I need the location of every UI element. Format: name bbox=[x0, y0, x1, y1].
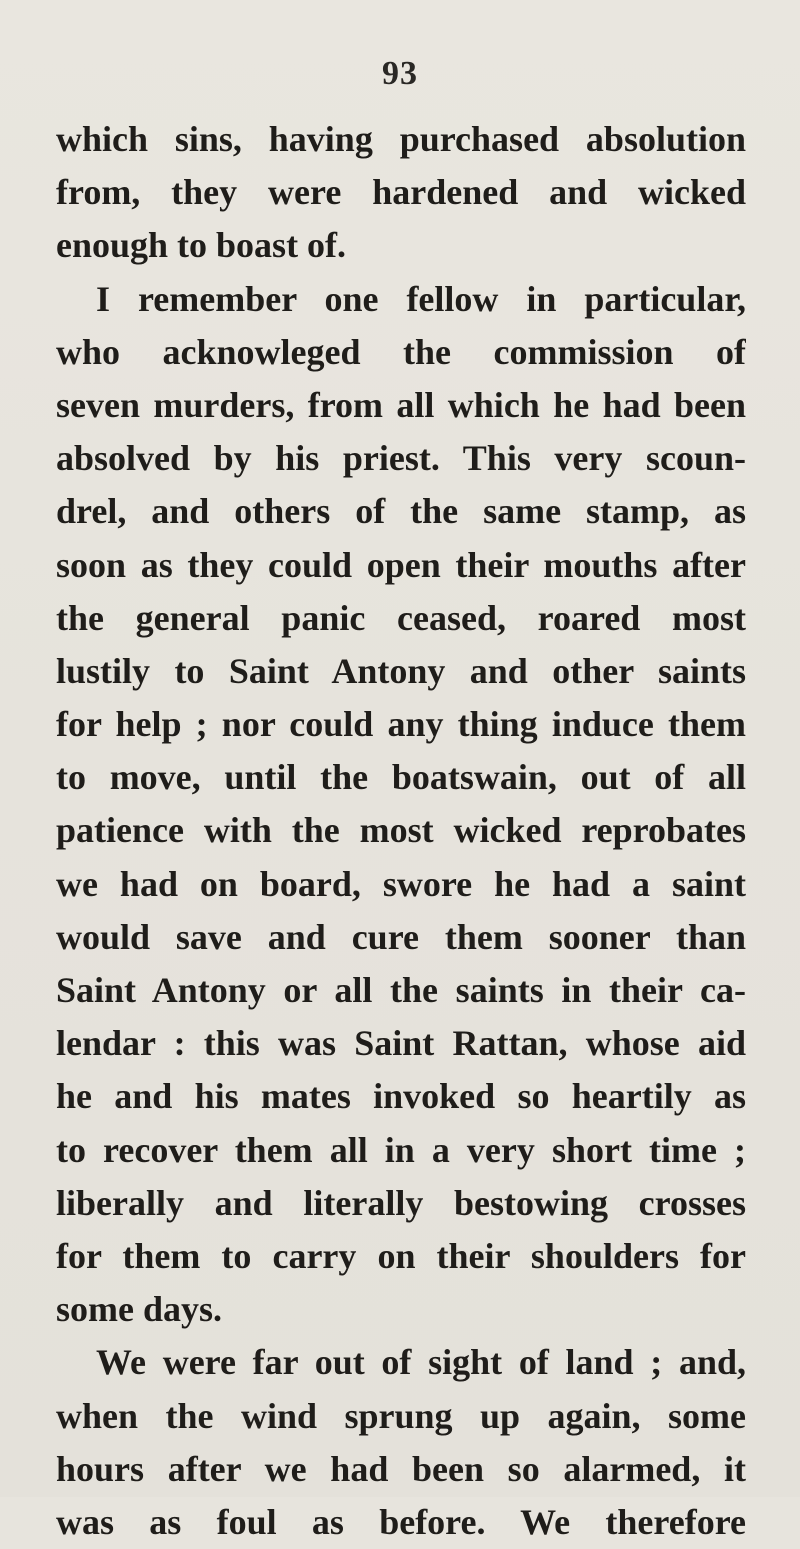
text-line: would save and cure them sooner than bbox=[56, 916, 746, 957]
text-line: lustily to Saint Antony and other saints bbox=[56, 650, 746, 691]
text-line: seven murders, from all which he had been bbox=[56, 384, 746, 425]
text-line: he and his mates invoked so heartily as bbox=[56, 1076, 746, 1117]
text-line: Saint Antony or all the saints in their ca- bbox=[56, 970, 746, 1010]
text-line: to recover them all in a very short time ; bbox=[56, 1129, 746, 1170]
text-line: for help ; nor could any thing induce them bbox=[56, 704, 746, 745]
text-line: from, they were hardened and wicked bbox=[56, 172, 746, 213]
paragraph-start-line: We were far out of sight of land ; and, bbox=[96, 1342, 746, 1383]
text-line: liberally and literally bestowing crosses bbox=[56, 1182, 746, 1223]
body-text bbox=[56, 113, 746, 1549]
text-line: soon as they could open their mouths after bbox=[56, 544, 746, 585]
text-line: some days. bbox=[56, 1289, 223, 1330]
text-line: patience with the most wicked reprobates bbox=[56, 810, 746, 851]
page-number: 93 bbox=[382, 55, 418, 92]
paragraph-start-line: I remember one fellow in particular, bbox=[96, 278, 746, 319]
text-line: we had on board, swore he had a saint bbox=[56, 863, 746, 904]
text-line: when the wind sprung up again, some bbox=[56, 1395, 746, 1436]
text-line: which sins, having purchased absolution bbox=[56, 119, 746, 159]
text-line: for them to carry on their shoulders for bbox=[56, 1235, 746, 1276]
text-line: the general panic ceased, roared most bbox=[56, 597, 746, 638]
text-line: was as foul as before. We therefore bbox=[56, 1501, 746, 1542]
text-line: lendar : this was Saint Rattan, whose aid bbox=[56, 1023, 746, 1064]
text-line: who acknowleged the commission of bbox=[56, 331, 746, 372]
text-line: enough to boast of. bbox=[56, 225, 347, 266]
text-line: absolved by his priest. This very scoun- bbox=[56, 438, 746, 479]
text-line: to move, until the boatswain, out of all bbox=[56, 757, 746, 798]
text-line: hours after we had been so alarmed, it bbox=[56, 1448, 746, 1489]
text-line: drel, and others of the same stamp, as bbox=[56, 491, 746, 532]
